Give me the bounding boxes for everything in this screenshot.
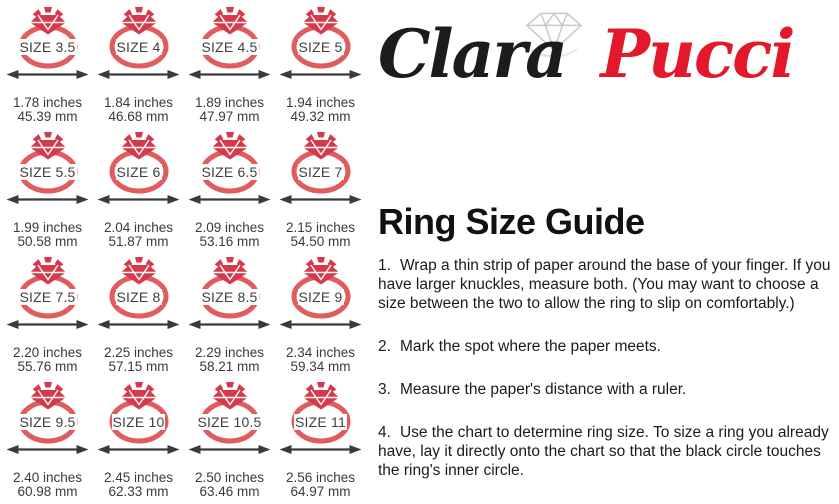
ring-size-item (184, 250, 275, 375)
step-number: 1. (378, 257, 391, 274)
diameter-arrow-icon (280, 70, 362, 79)
ring-size-inches: 2.09 inches (194, 220, 265, 235)
ring-size-inches: 2.50 inches (194, 470, 265, 485)
ring-size-item (2, 250, 93, 375)
ring-size-item (93, 0, 184, 125)
step-text: Mark the spot where the paper meets. (399, 338, 661, 355)
ring-size-inches: 2.34 inches (285, 345, 356, 360)
ring-icon (93, 381, 184, 461)
step-text: Use the chart to determine ring size. To size a ring you already have, lay it directly onto the chart so that the black circle touches the ring's inner circle. (378, 424, 829, 479)
ring-illustration (93, 375, 184, 467)
ring-size-item (2, 0, 93, 125)
ring-size-item (184, 375, 275, 500)
ring-icon (2, 256, 93, 336)
step-number: 2. (378, 338, 391, 355)
step-number: 3. (378, 381, 391, 398)
ring-size-mm: 64.97 mm (290, 483, 351, 499)
ring-size-inches: 2.15 inches (285, 220, 356, 235)
ring-size-item (275, 0, 366, 125)
brand-name-pucci: Pucci (600, 15, 794, 93)
ring-size-mm: 60.98 mm (17, 483, 78, 499)
diameter-arrow-icon (189, 445, 271, 454)
ring-measurements (104, 346, 173, 373)
ring-measurements (286, 346, 355, 373)
ring-size-mm: 62.33 mm (108, 483, 169, 499)
diameter-arrow-icon (280, 195, 362, 204)
ring-size-inches: 2.45 inches (103, 470, 174, 485)
ring-illustration (184, 125, 275, 217)
ring-measurements (104, 221, 173, 248)
ring-illustration (275, 375, 366, 467)
page-title: Ring Size Guide (378, 201, 645, 242)
ring-size-inches: 2.40 inches (12, 470, 83, 485)
instruction-step (378, 380, 834, 399)
instruction-step (378, 256, 834, 313)
ring-size-label: SIZE 5.5 (19, 164, 76, 180)
ring-size-mm: 63.46 mm (199, 483, 260, 499)
ring-measurements (286, 96, 355, 123)
ring-icon (93, 6, 184, 86)
ring-size-item (93, 125, 184, 250)
ring-illustration (184, 0, 275, 92)
ring-size-mm: 54.50 mm (290, 233, 351, 249)
ring-size-mm: 46.68 mm (108, 108, 169, 124)
ring-measurements (286, 471, 355, 498)
ring-measurements (13, 96, 82, 123)
ring-size-inches: 1.99 inches (12, 220, 83, 235)
ring-measurements (104, 96, 173, 123)
ring-size-mm: 45.39 mm (17, 108, 78, 124)
ring-icon (184, 381, 275, 461)
ring-size-item (184, 0, 275, 125)
ring-icon (275, 131, 366, 211)
ring-illustration (93, 250, 184, 342)
diameter-arrow-icon (7, 445, 89, 454)
ring-size-label: SIZE 7.5 (19, 289, 76, 305)
ring-size-label: SIZE 6.5 (201, 164, 258, 180)
ring-size-label: SIZE 9 (298, 289, 343, 305)
ring-size-chart (2, 0, 366, 500)
ring-size-inches: 1.89 inches (194, 95, 265, 110)
ring-size-label: SIZE 7 (298, 164, 343, 180)
step-number: 4. (378, 424, 391, 441)
brand-logo (378, 8, 834, 100)
ring-size-item (275, 375, 366, 500)
ring-size-item (93, 250, 184, 375)
ring-illustration (275, 125, 366, 217)
diameter-arrow-icon (98, 195, 180, 204)
ring-size-item (2, 375, 93, 500)
ring-size-inches: 1.84 inches (103, 95, 174, 110)
diameter-arrow-icon (98, 320, 180, 329)
ring-size-item (2, 125, 93, 250)
ring-measurements (13, 471, 82, 498)
ring-icon (2, 381, 93, 461)
brand-name-clara: Clara (378, 15, 566, 93)
diameter-arrow-icon (189, 320, 271, 329)
ring-size-label: SIZE 10 (112, 414, 165, 430)
ring-size-label: SIZE 10.5 (197, 414, 262, 430)
ring-size-mm: 53.16 mm (199, 233, 260, 249)
ring-size-inches: 2.20 inches (12, 345, 83, 360)
ring-size-label: SIZE 11 (295, 414, 346, 430)
ring-size-mm: 57.15 mm (108, 358, 169, 374)
ring-size-inches: 2.04 inches (103, 220, 174, 235)
ring-size-label: SIZE 5 (298, 39, 343, 55)
ring-measurements (286, 221, 355, 248)
ring-icon (184, 256, 275, 336)
step-text: Wrap a thin strip of paper around the base of your finger. If you have larger knuckles, measure both. (You may want to choose a size between the two to allow the ring to slip on comfortably.) (378, 257, 831, 312)
ring-illustration (2, 250, 93, 342)
diameter-arrow-icon (98, 445, 180, 454)
ring-size-label: SIZE 8.5 (201, 289, 258, 305)
info-panel (378, 8, 834, 504)
ring-size-inches: 2.25 inches (103, 345, 174, 360)
ring-illustration (184, 375, 275, 467)
ring-icon (2, 131, 93, 211)
ring-size-label: SIZE 4 (116, 39, 161, 55)
ring-icon (275, 6, 366, 86)
diameter-arrow-icon (98, 70, 180, 79)
ring-size-mm: 59.34 mm (290, 358, 351, 374)
ring-illustration (93, 0, 184, 92)
ring-illustration (184, 250, 275, 342)
ring-icon (184, 131, 275, 211)
ring-size-label: SIZE 3.5 (19, 39, 76, 55)
ring-size-mm: 55.76 mm (17, 358, 78, 374)
diameter-arrow-icon (189, 70, 271, 79)
ring-size-inches: 1.94 inches (285, 95, 356, 110)
ring-measurements (13, 221, 82, 248)
diameter-arrow-icon (280, 445, 362, 454)
instruction-steps (378, 256, 834, 480)
diameter-arrow-icon (280, 320, 362, 329)
ring-size-mm: 47.97 mm (199, 108, 260, 124)
ring-size-mm: 50.58 mm (17, 233, 78, 249)
ring-illustration (275, 250, 366, 342)
ring-size-item (275, 125, 366, 250)
ring-size-label: SIZE 8 (116, 289, 161, 305)
step-text: Measure the paper's distance with a ruler. (399, 381, 687, 398)
ring-measurements (195, 471, 264, 498)
ring-icon (2, 6, 93, 86)
ring-measurements (13, 346, 82, 373)
ring-size-mm: 49.32 mm (290, 108, 351, 124)
diameter-arrow-icon (7, 320, 89, 329)
ring-size-item (184, 125, 275, 250)
ring-icon (184, 6, 275, 86)
ring-illustration (2, 125, 93, 217)
ring-icon (275, 256, 366, 336)
ring-size-label: SIZE 9.5 (19, 414, 76, 430)
ring-size-inches: 1.78 inches (12, 95, 83, 110)
ring-measurements (195, 221, 264, 248)
ring-size-item (93, 375, 184, 500)
ring-measurements (104, 471, 173, 498)
ring-size-label: SIZE 6 (116, 164, 161, 180)
ring-size-inches: 2.29 inches (194, 345, 265, 360)
ring-illustration (93, 125, 184, 217)
ring-icon (93, 256, 184, 336)
ring-illustration (2, 375, 93, 467)
diameter-arrow-icon (7, 70, 89, 79)
diameter-arrow-icon (7, 195, 89, 204)
ring-size-item (275, 250, 366, 375)
ring-size-label: SIZE 4.5 (201, 39, 258, 55)
instruction-step (378, 423, 834, 480)
ring-measurements (195, 96, 264, 123)
ring-size-inches: 2.56 inches (285, 470, 356, 485)
ring-illustration (2, 0, 93, 92)
ring-illustration (275, 0, 366, 92)
ring-icon (275, 381, 366, 461)
ring-size-mm: 51.87 mm (108, 233, 169, 249)
ring-icon (93, 131, 184, 211)
ring-size-mm: 58.21 mm (199, 358, 260, 374)
ring-measurements (195, 346, 264, 373)
diameter-arrow-icon (189, 195, 271, 204)
instruction-step (378, 337, 834, 356)
